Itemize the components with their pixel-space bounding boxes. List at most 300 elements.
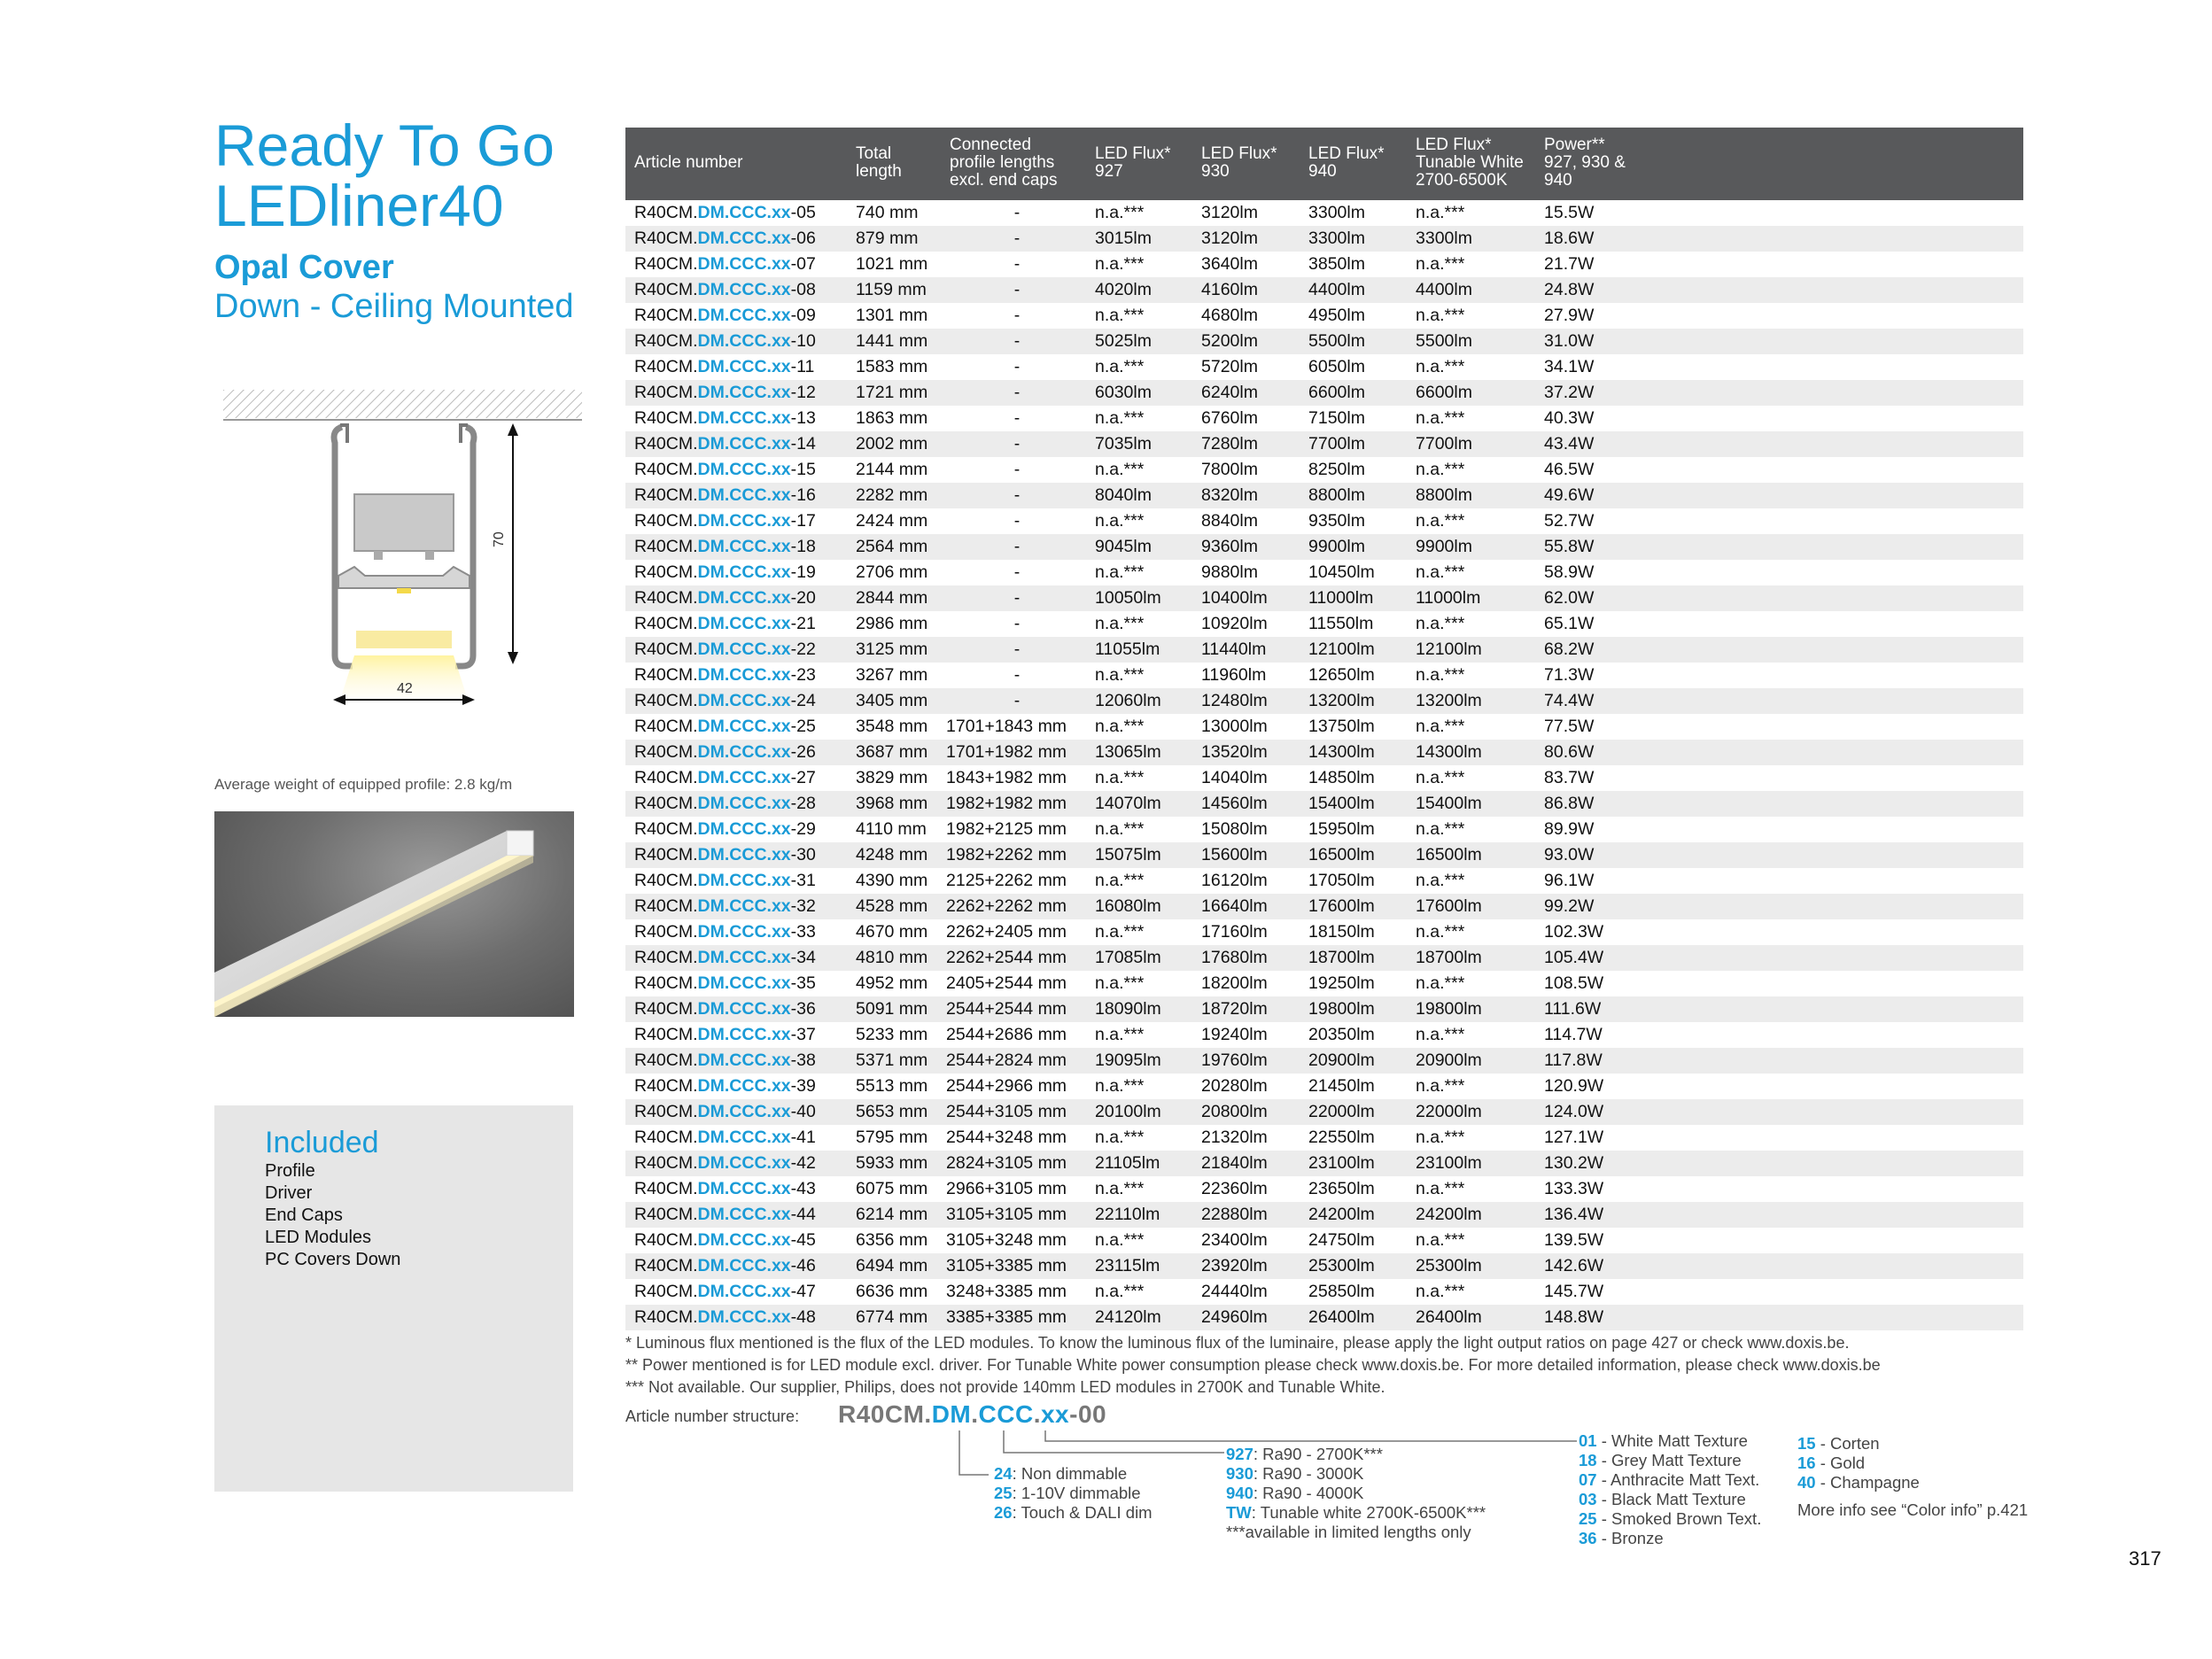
cell-flux-940: 4950lm: [1308, 306, 1365, 325]
cell-article: R40CM.DM.CCC.xx-47: [634, 1282, 816, 1301]
cell-flux-927: 3015lm: [1095, 229, 1152, 248]
cell-flux-930: 22360lm: [1201, 1179, 1268, 1198]
cell-flux-927: n.a.***: [1095, 871, 1145, 890]
cell-flux-927: n.a.***: [1095, 1076, 1145, 1096]
mounting-type: Down - Ceiling Mounted: [214, 288, 574, 325]
cell-power: 27.9W: [1544, 306, 1595, 325]
cell-flux-930: 11440lm: [1201, 640, 1267, 659]
cell-connected-lengths: 3248+3385 mm: [946, 1282, 1067, 1301]
cell-connected-lengths: 1843+1982 mm: [946, 768, 1067, 787]
cell-flux-930: 9360lm: [1201, 537, 1258, 556]
header-flux-930: LED Flux* 930: [1201, 144, 1277, 181]
cell-flux-tw: n.a.***: [1416, 614, 1465, 633]
cell-connected-lengths: -: [1013, 434, 1021, 454]
cell-power: 86.8W: [1544, 794, 1595, 813]
cell-connected-lengths: -: [1013, 254, 1021, 274]
cell-flux-tw: n.a.***: [1416, 408, 1465, 428]
cell-flux-927: 7035lm: [1095, 434, 1152, 454]
cell-flux-tw: n.a.***: [1416, 203, 1465, 222]
cell-flux-930: 6240lm: [1201, 383, 1258, 402]
cell-flux-927: n.a.***: [1095, 511, 1145, 531]
cell-flux-tw: 6600lm: [1416, 383, 1472, 402]
cell-flux-tw: 25300lm: [1416, 1256, 1482, 1275]
included-item: End Caps: [265, 1205, 343, 1225]
cell-flux-930: 3640lm: [1201, 254, 1258, 274]
cell-flux-940: 17050lm: [1308, 871, 1375, 890]
cell-total-length: 6636 mm: [856, 1282, 928, 1301]
cell-flux-940: 16500lm: [1308, 845, 1375, 864]
table-row: [625, 663, 2023, 688]
cell-flux-927: n.a.***: [1095, 203, 1145, 222]
cell-flux-940: 13200lm: [1308, 691, 1375, 710]
cell-power: 130.2W: [1544, 1153, 1604, 1173]
cell-power: 43.4W: [1544, 434, 1595, 454]
cell-power: 83.7W: [1544, 768, 1595, 787]
cell-total-length: 5933 mm: [856, 1153, 928, 1173]
cell-article: R40CM.DM.CCC.xx-35: [634, 973, 816, 993]
footnote-flux: * Luminous flux mentioned is the flux of the LED modules. To know the luminous flux of the luminaire, please apply the light output ratios on page 427 or check www.doxis.be.: [625, 1334, 1850, 1352]
table-row: [625, 1228, 2023, 1253]
cell-total-length: 4528 mm: [856, 896, 928, 916]
cell-flux-tw: n.a.***: [1416, 717, 1465, 736]
cell-flux-tw: n.a.***: [1416, 1076, 1465, 1096]
cell-flux-tw: n.a.***: [1416, 768, 1465, 787]
cell-flux-940: 11550lm: [1308, 614, 1374, 633]
cell-flux-930: 7800lm: [1201, 460, 1258, 479]
table-row: [625, 483, 2023, 508]
led-carrier: [338, 567, 470, 588]
cell-power: 37.2W: [1544, 383, 1595, 402]
header-connected: Connected profile lengths excl. end caps: [950, 136, 1058, 190]
structure-label: Article number structure:: [625, 1407, 800, 1425]
cell-article: R40CM.DM.CCC.xx-17: [634, 511, 816, 531]
cell-flux-940: 21450lm: [1308, 1076, 1375, 1096]
table-row: [625, 1202, 2023, 1228]
cell-article: R40CM.DM.CCC.xx-11: [634, 357, 815, 376]
cell-connected-lengths: 3105+3105 mm: [946, 1205, 1067, 1224]
cell-article: R40CM.DM.CCC.xx-24: [634, 691, 816, 710]
header-total-length: Total length: [856, 144, 902, 181]
cell-power: 99.2W: [1544, 896, 1595, 916]
cell-flux-tw: n.a.***: [1416, 254, 1465, 274]
table-row: [625, 971, 2023, 996]
table-row: [625, 1176, 2023, 1202]
cell-flux-930: 20280lm: [1201, 1076, 1268, 1096]
table-row: [625, 688, 2023, 714]
cell-article: R40CM.DM.CCC.xx-10: [634, 331, 816, 351]
dimming-option: 26: Touch & DALI dim: [994, 1503, 1153, 1522]
footnote-power: ** Power mentioned is for LED module excl. driver. For Tunable White power consumption please check www.doxis.be. For more detailed information, please check www.doxis.be: [625, 1356, 1881, 1374]
color-info-note: More info see “Color info” p.421: [1797, 1500, 2029, 1519]
cell-article: R40CM.DM.CCC.xx-33: [634, 922, 816, 942]
cell-flux-930: 18720lm: [1201, 999, 1268, 1019]
cell-flux-tw: n.a.***: [1416, 871, 1465, 890]
cell-flux-927: 14070lm: [1095, 794, 1161, 813]
color-option: 25 - Smoked Brown Text.: [1579, 1509, 1762, 1528]
cell-flux-930: 23920lm: [1201, 1256, 1268, 1275]
cell-connected-lengths: -: [1013, 229, 1021, 248]
cell-flux-930: 22880lm: [1201, 1205, 1268, 1224]
cell-total-length: 1441 mm: [856, 331, 928, 351]
cell-flux-940: 15950lm: [1308, 819, 1375, 839]
cell-power: 145.7W: [1544, 1282, 1604, 1301]
cell-flux-927: n.a.***: [1095, 1230, 1145, 1250]
cell-power: 105.4W: [1544, 948, 1604, 967]
cell-flux-tw: 20900lm: [1416, 1050, 1482, 1070]
header-article: Article number: [634, 153, 743, 172]
page-title-line1: Ready To Go: [214, 112, 555, 178]
cell-power: 15.5W: [1544, 203, 1595, 222]
cell-connected-lengths: -: [1013, 280, 1021, 299]
cell-flux-940: 18150lm: [1308, 922, 1375, 942]
table-row: [625, 200, 2023, 226]
cell-connected-lengths: -: [1013, 383, 1021, 402]
cell-flux-tw: n.a.***: [1416, 1230, 1465, 1250]
cell-flux-tw: 24200lm: [1416, 1205, 1482, 1224]
cell-article: R40CM.DM.CCC.xx-05: [634, 203, 816, 222]
cell-article: R40CM.DM.CCC.xx-25: [634, 717, 816, 736]
cell-flux-940: 22550lm: [1308, 1128, 1375, 1147]
cell-total-length: 1583 mm: [856, 357, 928, 376]
cell-total-length: 2986 mm: [856, 614, 928, 633]
included-list: [265, 1160, 573, 1271]
cell-connected-lengths: -: [1013, 511, 1021, 531]
cell-flux-927: n.a.***: [1095, 1282, 1145, 1301]
cell-article: R40CM.DM.CCC.xx-12: [634, 383, 816, 402]
cell-connected-lengths: 2262+2262 mm: [946, 896, 1067, 916]
cell-flux-927: n.a.***: [1095, 973, 1145, 993]
cell-flux-tw: 4400lm: [1416, 280, 1472, 299]
cell-power: 96.1W: [1544, 871, 1595, 890]
cell-total-length: 2424 mm: [856, 511, 928, 531]
cell-flux-tw: 5500lm: [1416, 331, 1472, 351]
dimming-option: 25: 1-10V dimmable: [994, 1484, 1141, 1502]
cell-flux-940: 15400lm: [1308, 794, 1375, 813]
cell-article: R40CM.DM.CCC.xx-19: [634, 562, 816, 582]
cell-flux-927: 10050lm: [1095, 588, 1161, 608]
cell-article: R40CM.DM.CCC.xx-36: [634, 999, 816, 1019]
cell-power: 46.5W: [1544, 460, 1595, 479]
cell-connected-lengths: 1982+2262 mm: [946, 845, 1067, 864]
cell-flux-930: 4160lm: [1201, 280, 1258, 299]
table-row: [625, 585, 2023, 611]
table-header: [625, 128, 2023, 200]
cct-option: 930: Ra90 - 3000K: [1226, 1464, 1364, 1483]
cell-flux-940: 25300lm: [1308, 1256, 1375, 1275]
cell-flux-tw: n.a.***: [1416, 665, 1465, 685]
page-number: 317: [2129, 1547, 2162, 1570]
cell-article: R40CM.DM.CCC.xx-14: [634, 434, 816, 454]
cell-total-length: 4248 mm: [856, 845, 928, 864]
cell-connected-lengths: -: [1013, 537, 1021, 556]
table-row: [625, 1305, 2023, 1330]
cell-flux-tw: 3300lm: [1416, 229, 1472, 248]
cell-total-length: 4390 mm: [856, 871, 928, 890]
cell-flux-940: 19250lm: [1308, 973, 1375, 993]
dimming-options: [994, 1464, 1153, 1523]
cell-power: 65.1W: [1544, 614, 1595, 633]
cell-article: R40CM.DM.CCC.xx-08: [634, 280, 816, 299]
cell-flux-930: 9880lm: [1201, 562, 1258, 582]
cell-connected-lengths: -: [1013, 485, 1021, 505]
cell-power: 148.8W: [1544, 1307, 1604, 1327]
cell-power: 24.8W: [1544, 280, 1595, 299]
cell-total-length: 4810 mm: [856, 948, 928, 967]
table-row: [625, 1048, 2023, 1074]
cell-flux-927: 13065lm: [1095, 742, 1161, 762]
cell-flux-927: n.a.***: [1095, 306, 1145, 325]
cell-connected-lengths: -: [1013, 357, 1021, 376]
cell-flux-927: 15075lm: [1095, 845, 1161, 864]
cell-connected-lengths: 2544+3105 mm: [946, 1102, 1067, 1121]
cell-connected-lengths: -: [1013, 408, 1021, 428]
color-option: 03 - Black Matt Texture: [1579, 1490, 1746, 1508]
page-title-line2: LEDliner40: [214, 173, 504, 238]
cell-flux-940: 12100lm: [1308, 640, 1375, 659]
cell-flux-930: 24960lm: [1201, 1307, 1268, 1327]
cell-flux-940: 8250lm: [1308, 460, 1365, 479]
table-row: [625, 534, 2023, 560]
cell-article: R40CM.DM.CCC.xx-23: [634, 665, 816, 685]
cell-flux-930: 18200lm: [1201, 973, 1268, 993]
cell-total-length: 2144 mm: [856, 460, 928, 479]
cell-flux-940: 10450lm: [1308, 562, 1375, 582]
cell-article: R40CM.DM.CCC.xx-21: [634, 614, 816, 633]
cell-flux-940: 11000lm: [1308, 588, 1374, 608]
cell-flux-927: 9045lm: [1095, 537, 1152, 556]
cell-flux-927: 20100lm: [1095, 1102, 1161, 1121]
cell-article: R40CM.DM.CCC.xx-42: [634, 1153, 816, 1173]
cell-flux-940: 17600lm: [1308, 896, 1375, 916]
cell-flux-940: 14850lm: [1308, 768, 1375, 787]
cell-flux-tw: 12100lm: [1416, 640, 1482, 659]
header-power: Power** 927, 930 & 940: [1544, 136, 1626, 190]
color-options-a: [1579, 1431, 1761, 1548]
cell-flux-930: 24440lm: [1201, 1282, 1268, 1301]
cell-flux-tw: n.a.***: [1416, 922, 1465, 942]
cell-total-length: 6494 mm: [856, 1256, 928, 1275]
color-option: 01 - White Matt Texture: [1579, 1431, 1748, 1450]
cell-flux-940: 24200lm: [1308, 1205, 1375, 1224]
cell-flux-927: 11055lm: [1095, 640, 1160, 659]
cell-power: 62.0W: [1544, 588, 1595, 608]
cell-flux-927: 23115lm: [1095, 1256, 1160, 1275]
table-row: [625, 354, 2023, 380]
cell-article: R40CM.DM.CCC.xx-06: [634, 229, 816, 248]
cell-flux-940: 12650lm: [1308, 665, 1375, 685]
cell-power: 127.1W: [1544, 1128, 1604, 1147]
cell-article: R40CM.DM.CCC.xx-07: [634, 254, 816, 274]
cell-flux-930: 5720lm: [1201, 357, 1258, 376]
cell-flux-940: 4400lm: [1308, 280, 1365, 299]
cell-total-length: 3687 mm: [856, 742, 928, 762]
cell-article: R40CM.DM.CCC.xx-30: [634, 845, 816, 864]
cell-total-length: 3548 mm: [856, 717, 928, 736]
cct-option: TW: Tunable white 2700K-6500K***: [1226, 1503, 1486, 1522]
cell-flux-940: 9900lm: [1308, 537, 1365, 556]
table-row: [625, 508, 2023, 534]
cell-total-length: 5091 mm: [856, 999, 928, 1019]
footnote-na: *** Not available. Our supplier, Philips, does not provide 140mm LED modules in 2700K and Tunable White.: [625, 1378, 1385, 1396]
cell-connected-lengths: -: [1013, 460, 1021, 479]
cell-flux-927: 16080lm: [1095, 896, 1161, 916]
header-flux-927: LED Flux* 927: [1095, 144, 1171, 181]
dimming-option: 24: Non dimmable: [994, 1464, 1128, 1483]
cell-flux-tw: 8800lm: [1416, 485, 1472, 505]
color-option: 15 - Corten: [1797, 1434, 1880, 1453]
cell-total-length: 1159 mm: [856, 280, 927, 299]
cell-flux-940: 7150lm: [1308, 408, 1365, 428]
cell-flux-927: 5025lm: [1095, 331, 1152, 351]
color-option: 07 - Anthracite Matt Text.: [1579, 1470, 1760, 1489]
cell-flux-930: 13520lm: [1201, 742, 1268, 762]
cell-connected-lengths: -: [1013, 562, 1021, 582]
cell-total-length: 2282 mm: [856, 485, 928, 505]
cell-connected-lengths: 2262+2405 mm: [946, 922, 1067, 942]
cell-power: 31.0W: [1544, 331, 1595, 351]
table-row: [625, 996, 2023, 1022]
color-option: 16 - Gold: [1797, 1454, 1866, 1472]
cell-flux-930: 14560lm: [1201, 794, 1268, 813]
cell-flux-940: 25850lm: [1308, 1282, 1375, 1301]
cell-power: 49.6W: [1544, 485, 1595, 505]
table-body: [625, 200, 2023, 1330]
cell-power: 111.6W: [1544, 999, 1602, 1019]
cell-connected-lengths: -: [1013, 588, 1021, 608]
cell-power: 142.6W: [1544, 1256, 1604, 1275]
included-item: LED Modules: [265, 1228, 372, 1247]
cell-power: 124.0W: [1544, 1102, 1604, 1121]
cell-article: R40CM.DM.CCC.xx-15: [634, 460, 816, 479]
cell-flux-tw: n.a.***: [1416, 460, 1465, 479]
cell-flux-940: 7700lm: [1308, 434, 1365, 454]
cell-flux-tw: 23100lm: [1416, 1153, 1482, 1173]
cell-flux-tw: 26400lm: [1416, 1307, 1482, 1327]
included-title: Included: [265, 1126, 379, 1159]
table-row: [625, 303, 2023, 329]
cell-flux-940: 19800lm: [1308, 999, 1375, 1019]
cell-flux-930: 15080lm: [1201, 819, 1268, 839]
ceiling-hatch: [223, 390, 582, 418]
cell-connected-lengths: 3105+3385 mm: [946, 1256, 1067, 1275]
table-row: [625, 817, 2023, 842]
product-photo: [214, 811, 574, 1017]
cell-total-length: 3968 mm: [856, 794, 928, 813]
header-flux-940: LED Flux* 940: [1308, 144, 1385, 181]
cell-flux-940: 5500lm: [1308, 331, 1365, 351]
table-row: [625, 791, 2023, 817]
color-option: 40 - Champagne: [1797, 1473, 1920, 1492]
cell-power: 40.3W: [1544, 408, 1595, 428]
cell-flux-930: 19760lm: [1201, 1050, 1268, 1070]
cell-flux-927: n.a.***: [1095, 460, 1145, 479]
cell-flux-930: 15600lm: [1201, 845, 1268, 864]
cell-connected-lengths: -: [1013, 203, 1021, 222]
cell-flux-tw: 7700lm: [1416, 434, 1472, 454]
cell-flux-tw: n.a.***: [1416, 357, 1465, 376]
cell-flux-930: 21320lm: [1201, 1128, 1268, 1147]
cell-total-length: 4110 mm: [856, 819, 927, 839]
table-row: [625, 740, 2023, 765]
cell-flux-927: n.a.***: [1095, 768, 1145, 787]
cell-article: R40CM.DM.CCC.xx-32: [634, 896, 816, 916]
cell-flux-927: n.a.***: [1095, 1128, 1145, 1147]
cell-power: 120.9W: [1544, 1076, 1604, 1096]
cell-flux-930: 17680lm: [1201, 948, 1268, 967]
cell-flux-tw: n.a.***: [1416, 511, 1465, 531]
cell-flux-927: n.a.***: [1095, 665, 1145, 685]
weight-note: Average weight of equipped profile: 2.8 kg/m: [214, 776, 513, 793]
cell-article: R40CM.DM.CCC.xx-34: [634, 948, 816, 967]
cell-flux-tw: 15400lm: [1416, 794, 1482, 813]
cell-total-length: 3405 mm: [856, 691, 928, 710]
table-row: [625, 611, 2023, 637]
cell-flux-930: 3120lm: [1201, 203, 1258, 222]
table-row: [625, 894, 2023, 919]
cell-flux-940: 3850lm: [1308, 254, 1365, 274]
table-row: [625, 1074, 2023, 1099]
cell-flux-927: n.a.***: [1095, 357, 1145, 376]
table-row: [625, 1099, 2023, 1125]
cell-flux-930: 7280lm: [1201, 434, 1258, 454]
cell-flux-tw: 17600lm: [1416, 896, 1482, 916]
cell-connected-lengths: -: [1013, 331, 1021, 351]
cell-article: R40CM.DM.CCC.xx-13: [634, 408, 816, 428]
cell-total-length: 3125 mm: [856, 640, 928, 659]
cell-flux-940: 6050lm: [1308, 357, 1365, 376]
cell-total-length: 6075 mm: [856, 1179, 928, 1198]
cell-flux-930: 11960lm: [1201, 665, 1267, 685]
cell-flux-927: 6030lm: [1095, 383, 1152, 402]
cell-connected-lengths: 2544+2966 mm: [946, 1076, 1067, 1096]
cct-options: [1226, 1445, 1486, 1542]
table-row: [625, 380, 2023, 406]
cell-total-length: 1863 mm: [856, 408, 928, 428]
cell-flux-tw: 16500lm: [1416, 845, 1482, 864]
cell-article: R40CM.DM.CCC.xx-28: [634, 794, 816, 813]
cell-total-length: 2706 mm: [856, 562, 928, 582]
cell-flux-927: n.a.***: [1095, 408, 1145, 428]
table-row: [625, 637, 2023, 663]
cell-article: R40CM.DM.CCC.xx-16: [634, 485, 816, 505]
cell-flux-927: 8040lm: [1095, 485, 1152, 505]
cell-flux-940: 18700lm: [1308, 948, 1375, 967]
cell-flux-tw: n.a.***: [1416, 819, 1465, 839]
cell-flux-930: 13000lm: [1201, 717, 1268, 736]
cell-flux-940: 24750lm: [1308, 1230, 1375, 1250]
cell-flux-930: 20800lm: [1201, 1102, 1268, 1121]
cell-flux-940: 23100lm: [1308, 1153, 1375, 1173]
cell-flux-930: 6760lm: [1201, 408, 1258, 428]
table-row: [625, 1125, 2023, 1151]
cell-power: 102.3W: [1544, 922, 1604, 942]
cell-power: 136.4W: [1544, 1205, 1604, 1224]
cell-article: R40CM.DM.CCC.xx-38: [634, 1050, 816, 1070]
profile-drawing: [223, 390, 586, 717]
cell-total-length: 1301 mm: [856, 306, 928, 325]
cell-power: 139.5W: [1544, 1230, 1604, 1250]
width-dimension-label: 42: [397, 681, 413, 696]
cell-flux-tw: 11000lm: [1416, 588, 1481, 608]
cell-total-length: 740 mm: [856, 203, 919, 222]
cell-flux-927: n.a.***: [1095, 819, 1145, 839]
table-row: [625, 1253, 2023, 1279]
cell-flux-927: 18090lm: [1095, 999, 1161, 1019]
included-item: PC Covers Down: [265, 1250, 401, 1269]
cell-total-length: 4670 mm: [856, 922, 928, 942]
cell-flux-tw: n.a.***: [1416, 1025, 1465, 1044]
cell-flux-tw: n.a.***: [1416, 306, 1465, 325]
